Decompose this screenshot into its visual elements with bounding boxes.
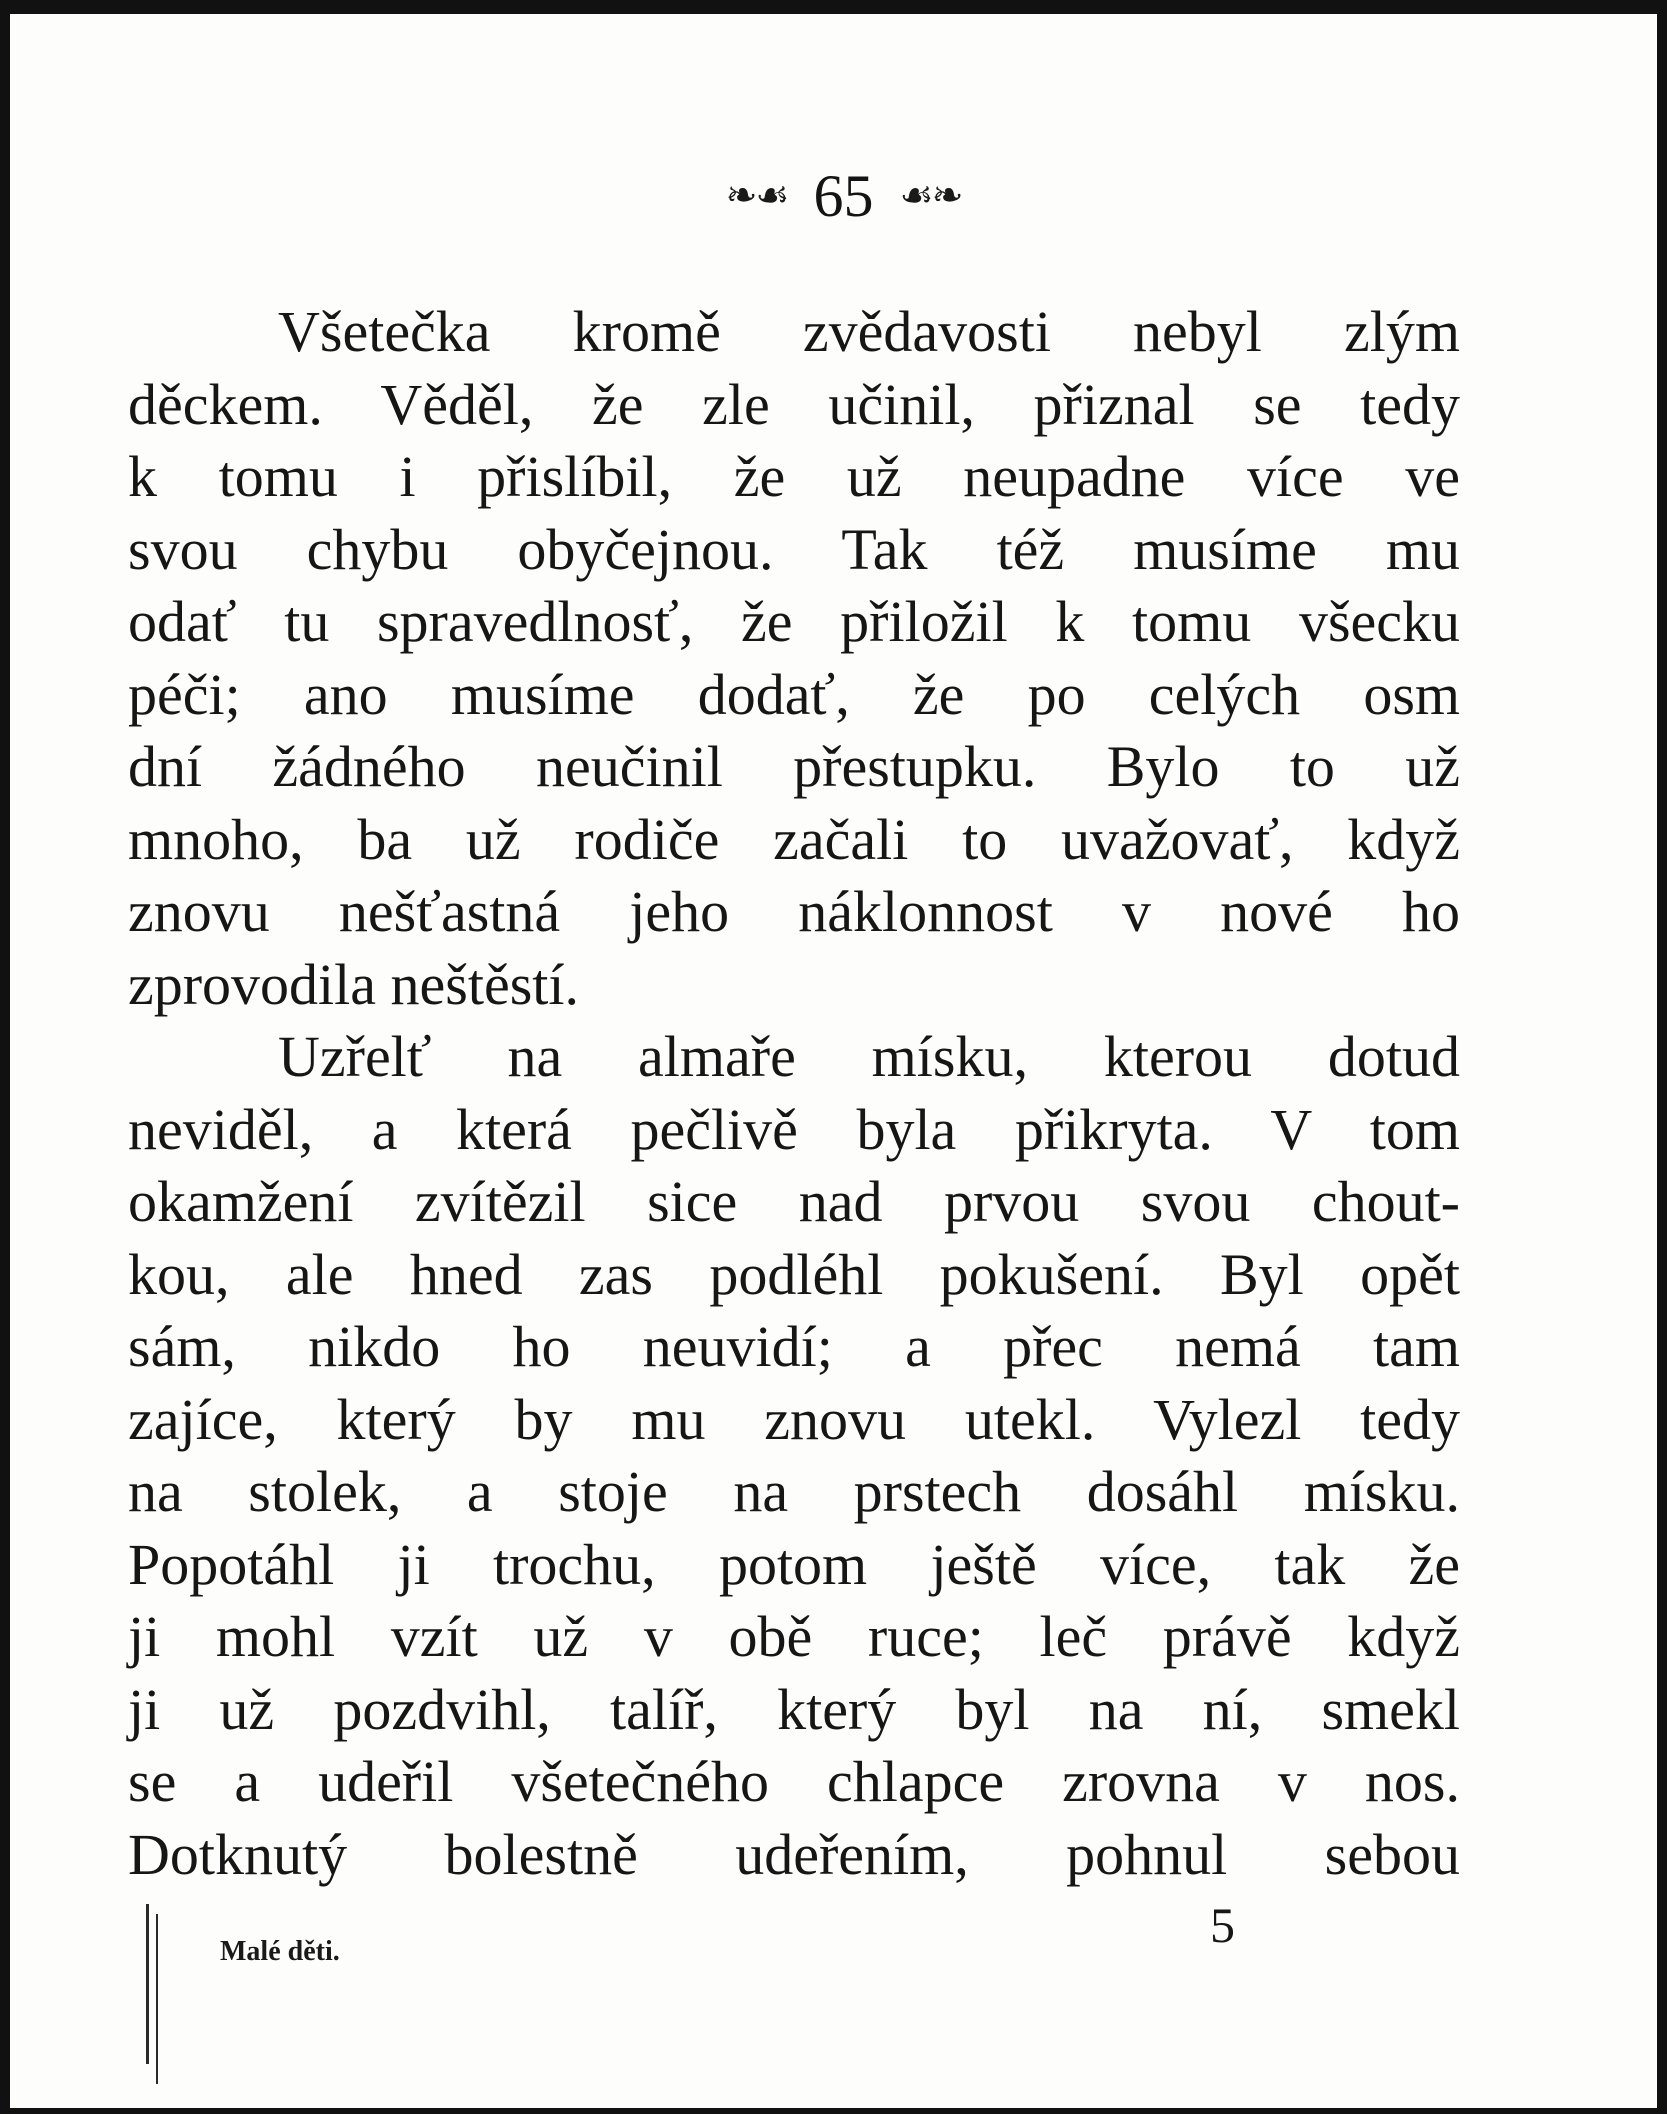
- text-line: se a udeřil všetečného chlapce zrovna v nos.: [128, 1749, 1460, 1814]
- text-line: mnoho, ba už rodiče začali to uvažovať, když: [128, 806, 1460, 872]
- text-line: okamžení zvítězil sice nad prvou svou chout-: [128, 1169, 1460, 1234]
- text-line: Uzřelť na almaře mísku, kterou dotud: [278, 1024, 1460, 1089]
- text-line: Popotáhl ji trochu, potom ještě více, tak že: [128, 1531, 1460, 1597]
- text-line: ji už pozdvihl, talíř, který byl na ní, smekl: [128, 1676, 1460, 1742]
- paragraph-2: [128, 1021, 1460, 1891]
- page-number: 65: [813, 163, 874, 229]
- text-line: Dotknutý bolestně udeřením, pohnul sebou: [128, 1821, 1460, 1887]
- paragraph-1: [128, 296, 1460, 1021]
- body-text: [128, 296, 1460, 1891]
- text-line: odať tu spravedlnosť, že přiložil k tomu všecku: [128, 589, 1460, 654]
- text-line: sám, nikdo ho neuvidí; a přec nemá tam: [128, 1314, 1460, 1379]
- text-line: neviděl, a která pečlivě byla přikryta. V tom: [128, 1096, 1460, 1162]
- text-line: zprovodila neštěstí.: [128, 951, 580, 1017]
- text-line: Všetečka kromě zvědavosti nebyl zlým: [278, 299, 1460, 364]
- text-line: kou, ale hned zas podléhl pokušení. Byl opět: [128, 1241, 1460, 1307]
- margin-rule-mark: [146, 1904, 149, 2064]
- ornament-right-icon: ☙❧: [899, 175, 962, 217]
- ornament-left-icon: ❧☙: [725, 175, 788, 217]
- text-line: zajíce, který by mu znovu utekl. Vylezl tedy: [128, 1386, 1460, 1452]
- page-header: [10, 163, 1667, 229]
- text-line: na stolek, a stoje na prstech dosáhl mísku.: [128, 1459, 1460, 1524]
- text-line: děckem. Věděl, že zle učinil, přiznal se tedy: [128, 371, 1460, 437]
- text-line: znovu nešťastná jeho náklonnost v nové ho: [128, 879, 1460, 944]
- text-line: ji mohl vzít už v obě ruce; leč právě když: [128, 1604, 1460, 1669]
- text-line: svou chybu obyčejnou. Tak též musíme mu: [128, 516, 1460, 582]
- text-line: k tomu i přislíbil, že už neupadne více ve: [128, 444, 1460, 509]
- text-line: dní žádného neučinil přestupku. Bylo to už: [128, 734, 1460, 799]
- text-line: péči; ano musíme dodať, že po celých osm: [128, 661, 1460, 727]
- sheet-number: 5: [1210, 1897, 1235, 1953]
- margin-rule-mark: [156, 1914, 158, 2084]
- signature-mark: Malé děti.: [220, 1936, 340, 1967]
